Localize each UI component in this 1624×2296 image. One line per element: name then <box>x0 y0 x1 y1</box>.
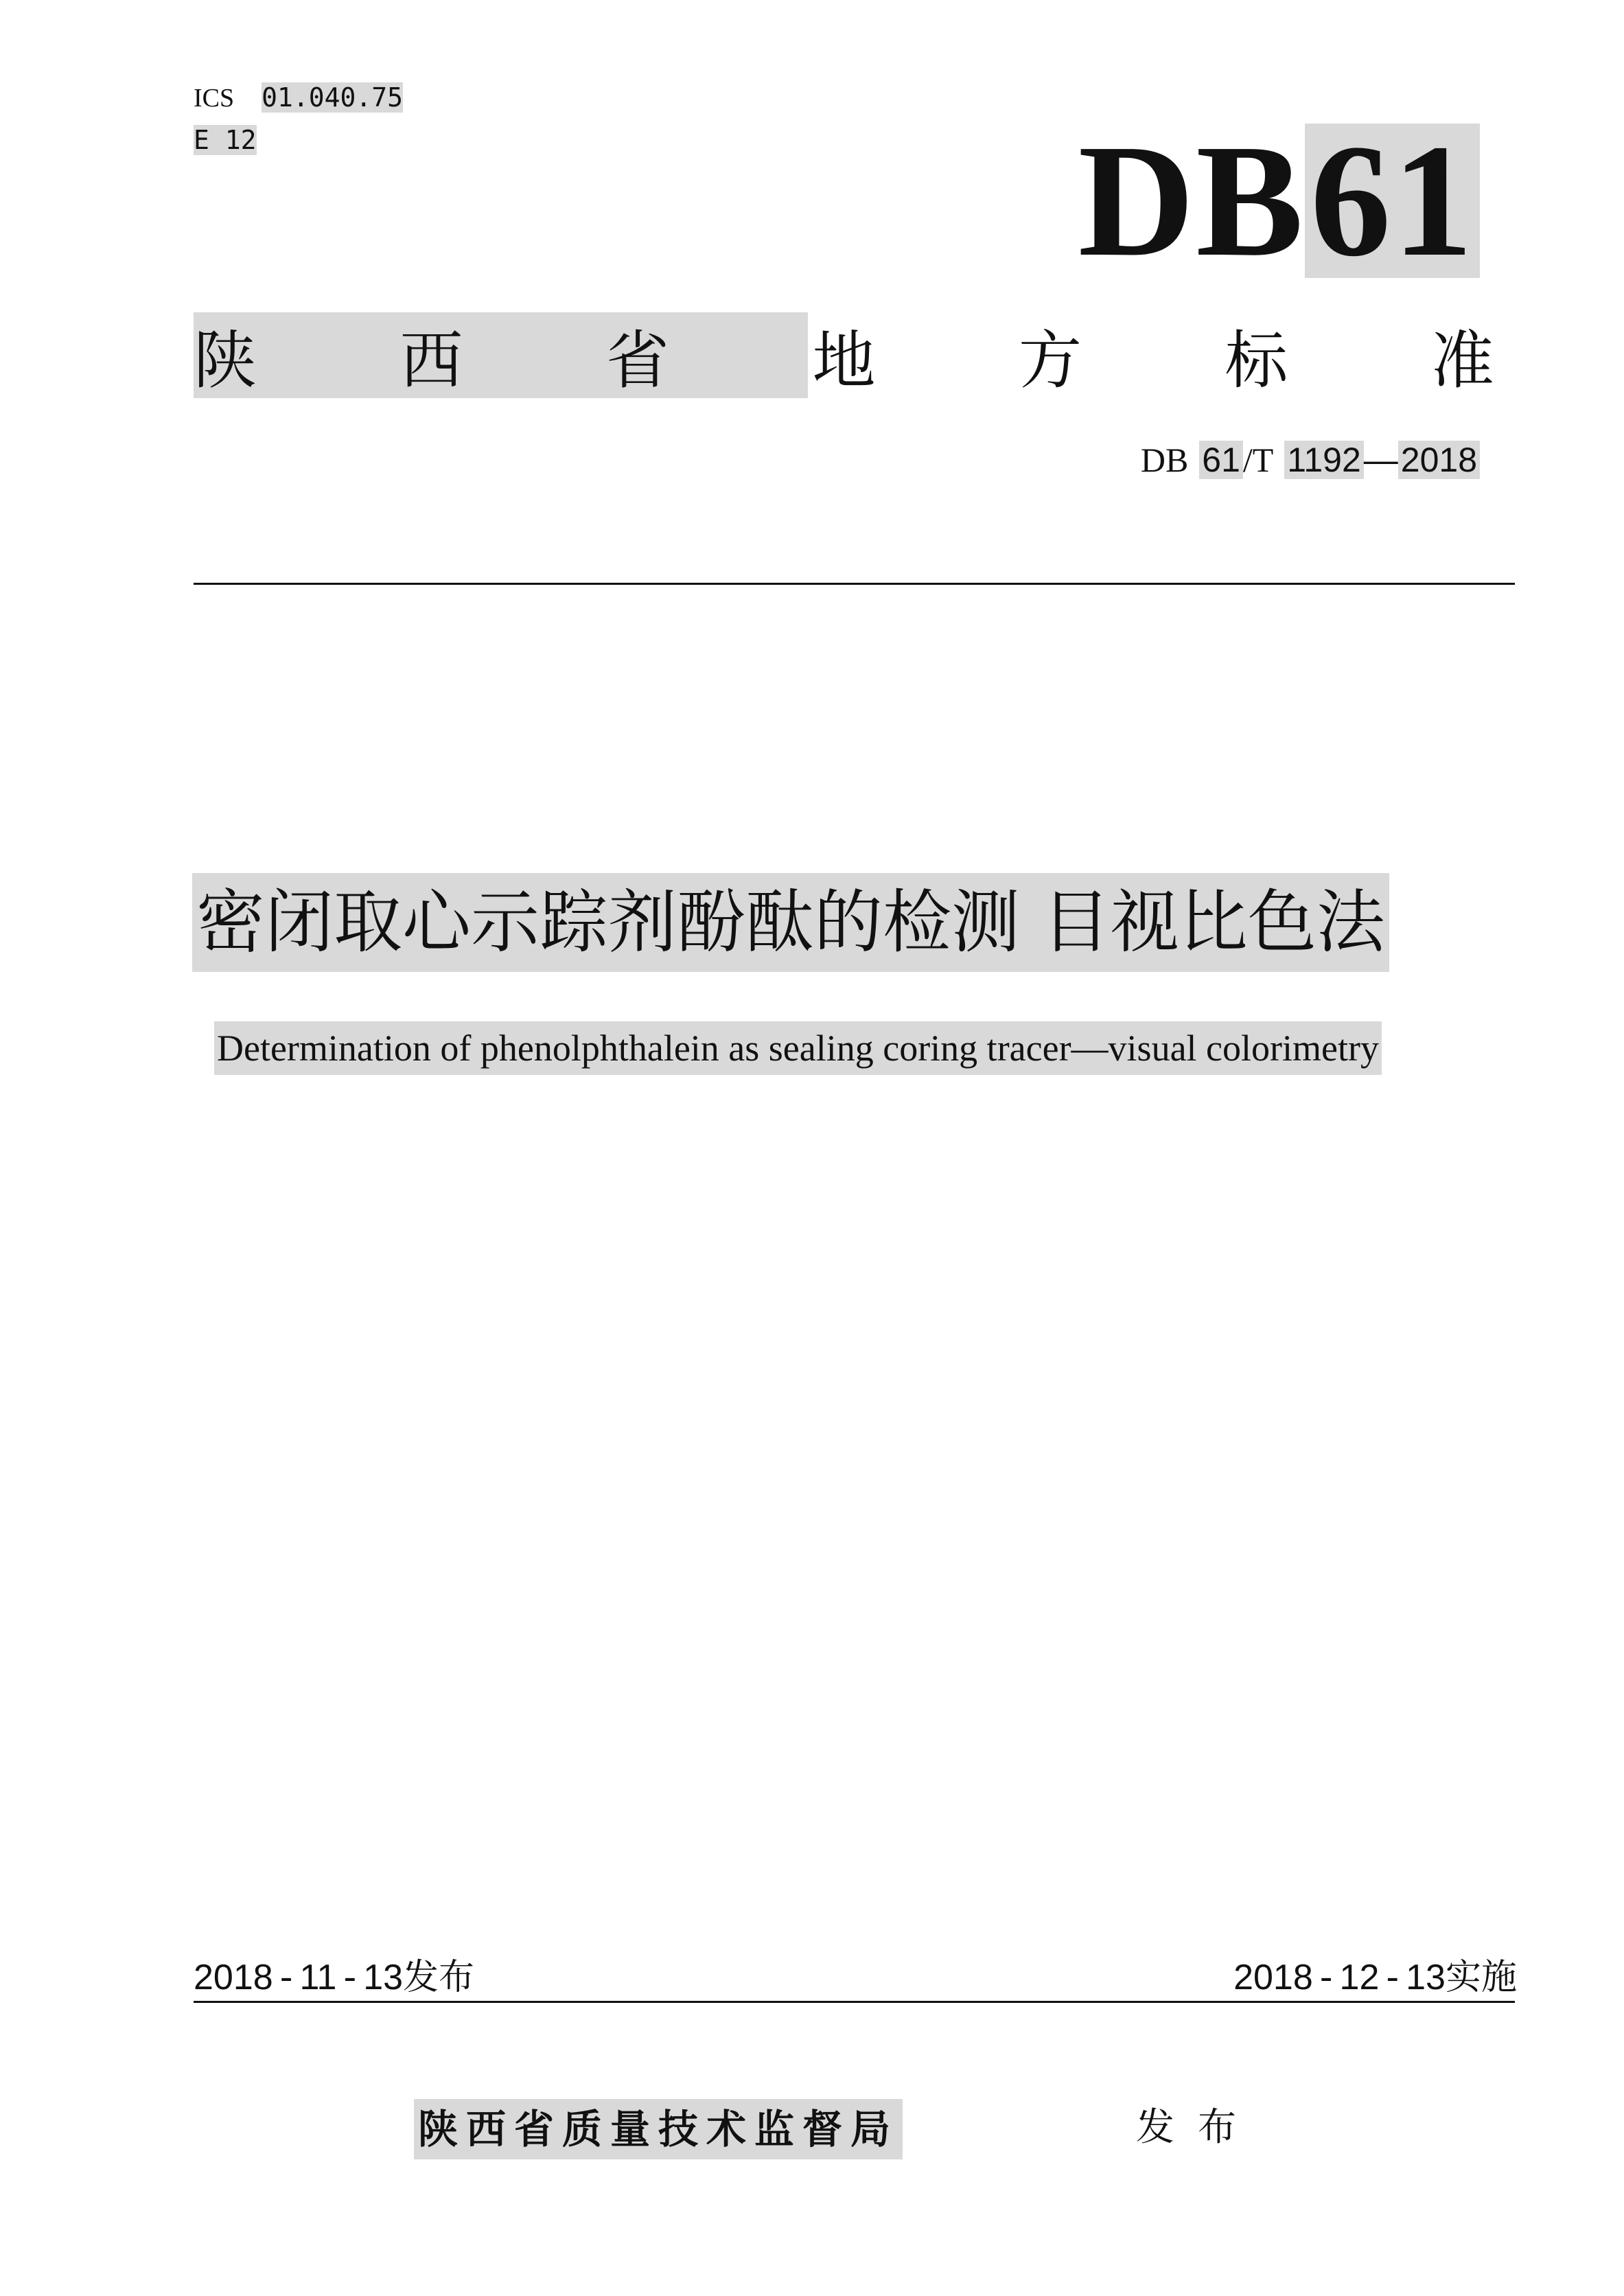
release-month: 11 <box>299 1958 337 1997</box>
footer-divider <box>194 2001 1515 2003</box>
number-year: 2018 <box>1398 441 1480 479</box>
title-char: 准 <box>1430 323 1494 397</box>
release-date <box>194 1953 474 2002</box>
effective-label: 实施 <box>1445 1957 1517 1998</box>
title-char: 西 <box>399 323 463 397</box>
title-char: 陕 <box>194 323 257 397</box>
ccs-code: E 12 <box>194 125 257 155</box>
release-year: 2018 <box>194 1958 273 1997</box>
ccs-line <box>194 122 257 158</box>
effective-date <box>1233 1953 1517 2002</box>
number-mid: /T <box>1242 441 1274 479</box>
release-day: 13 <box>363 1958 404 1997</box>
standard-number <box>1141 438 1480 482</box>
number-region: 61 <box>1199 441 1243 479</box>
title-char: 地 <box>812 323 876 397</box>
logo-number: 61 <box>1305 124 1480 278</box>
effective-year: 2018 <box>1233 1958 1313 1997</box>
number-seq: 1192 <box>1284 441 1364 479</box>
issue-label: 发布 <box>1136 2105 1260 2150</box>
ics-code: 01.040.75 <box>262 82 404 113</box>
number-dash: — <box>1363 441 1398 479</box>
logo-prefix: DB <box>1078 111 1305 290</box>
date-separator: - <box>1386 1957 1400 1998</box>
ics-label: ICS <box>194 84 235 113</box>
date-separator: - <box>1319 1957 1333 1998</box>
document-title-english: Determination of phenolphthalein as sealing coring tracer—visual colorimetry <box>214 1021 1382 1075</box>
ics-line <box>194 80 403 116</box>
db61-logo <box>1078 111 1480 290</box>
release-label: 发布 <box>403 1957 475 1998</box>
document-title: 密闭取心示踪剂酚酞的检测 目视比色法 <box>192 873 1389 972</box>
number-prefix: DB <box>1140 441 1189 479</box>
title-char: 标 <box>1225 323 1288 397</box>
standard-type-title <box>194 312 1494 398</box>
date-separator: - <box>279 1957 293 1998</box>
header-divider <box>194 583 1515 585</box>
effective-day: 13 <box>1406 1958 1446 1997</box>
title-char: 方 <box>1018 323 1082 397</box>
date-separator: - <box>343 1957 357 1998</box>
title-char: 省 <box>605 323 669 397</box>
issuing-authority: 陕西省质量技术监督局 <box>414 2099 903 2159</box>
effective-month: 12 <box>1339 1958 1380 1997</box>
